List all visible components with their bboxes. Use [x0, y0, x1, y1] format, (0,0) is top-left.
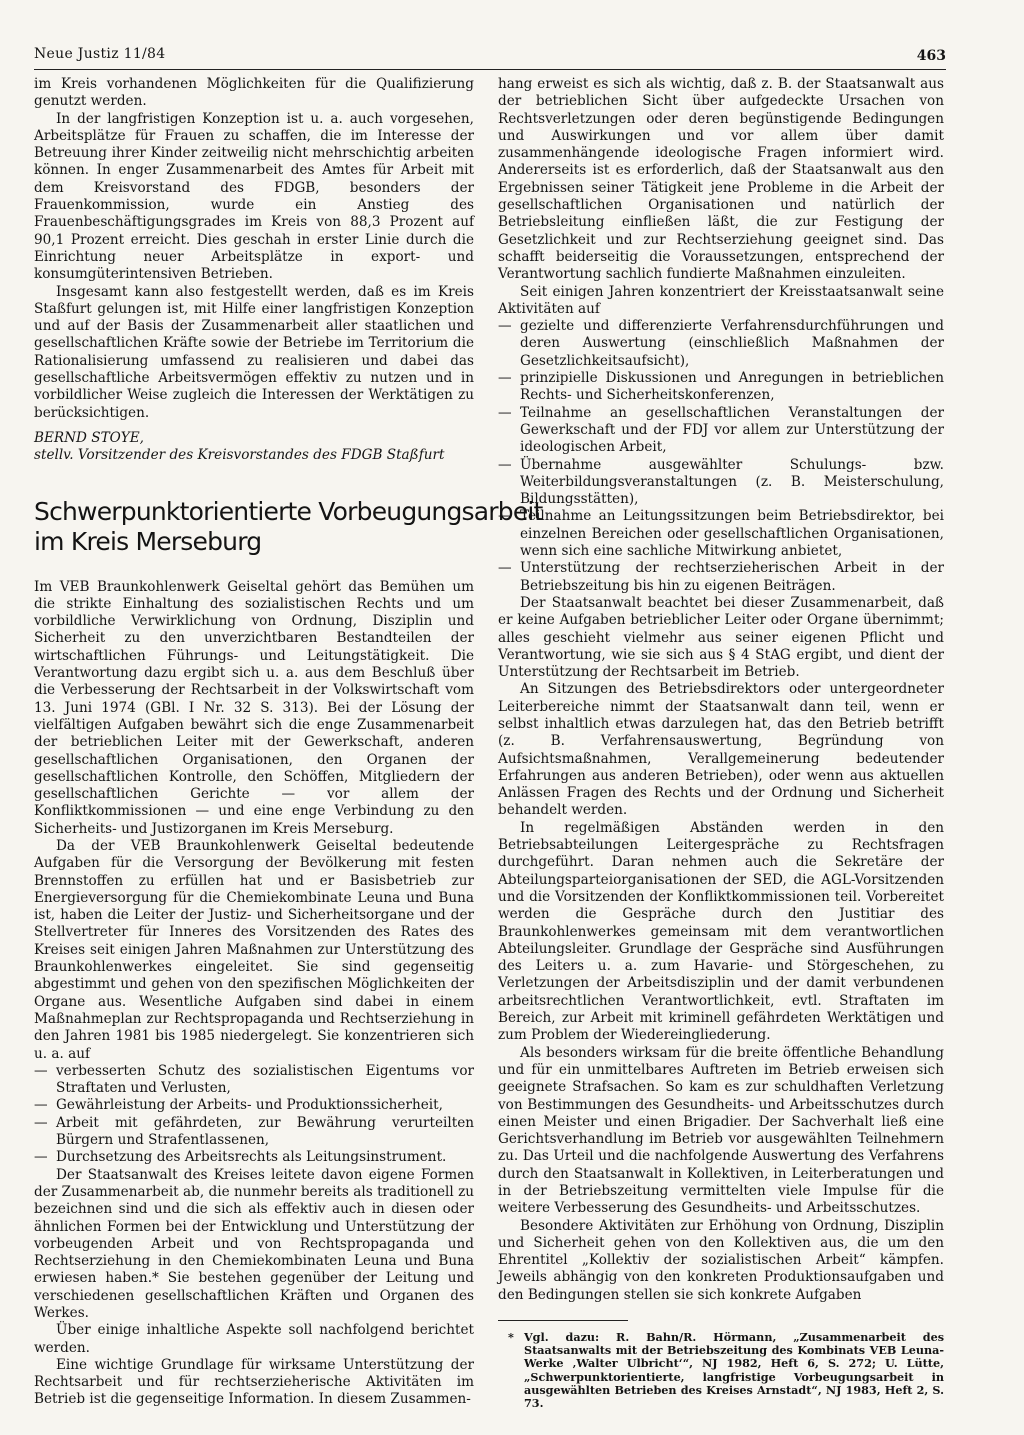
footnote-text: Vgl. dazu: R. Bahn/R. Hörmann, „Zusammenarbeit des Staatsanwalts mit der Betriebszeitung des Kombinats VEB Leuna-Werke ‚Walter Ulbricht‘“, NJ 1982, Heft 6, S. 272; U. Lütte, „Schwerpunktorientierte, langfristige Vorbeugungsarbeit in ausgewählten Betrieben des Kreises Arnstadt“, NJ 1983, Heft 2, S. 73.: [524, 1330, 944, 1411]
measures-list: [34, 1063, 474, 1167]
list-item: — Teilnahme an gesellschaftlichen Veranstaltungen der Gewerkschaft und der FDJ vor allem zur Unterstützung der ideologischen Arbeit,: [498, 405, 944, 457]
paragraph: im Kreis vorhandenen Möglichkeiten für die Qualifizierung genutzt werden.: [34, 76, 474, 110]
list-item: — Teilnahme an Leitungssitzungen beim Betriebsdirektor, bei einzelnen Bereichen oder gesellschaftlichen Organisationen, wenn sich eine sachliche Mitwirkung anbietet,: [498, 508, 944, 560]
author-name: BERND STOYE,: [34, 429, 145, 446]
article-title: [34, 496, 543, 557]
paragraph: Als besonders wirksam für die breite öffentliche Behandlung und für ein unmittelbares Auftreten im Betrieb erweisen sich geeignete Strafsachen. So kam es zur schuldhaften Verletzung von Bestimmungen des Gesundheits- und Arbeitsschutzes durch einen Meister und einen Brigadier. Der Sachverhalt ließ eine Gerichtsverhandlung im Betrieb vor ausgewählten Teilnehmern zu. Das Urteil und die nachfolgende Auswertung des Verfahrens durch den Staatsanwalt in Kollektiven, in Leiterberatungen und in der Betriebszeitung vermittelten viele Impulse für die weitere Verbesserung des Gesundheits- und Arbeitsschutzes.: [498, 1044, 944, 1217]
page-number: 463: [916, 48, 946, 64]
paragraph: Der Staatsanwalt des Kreises leitete davon eigene Formen der Zusammenarbeit ab, die nunmehr bereits als traditionell zu bezeichnen sind und die sich als effektiv auch in diesen oder ähnlichen Formen bei der Entwicklung und Unterstützung der vorbeugenden Arbeit und von Rechtspropaganda und Rechtserziehung in den Chemiekombinaten Leuna und Buna erwiesen haben.* Sie bestehen gegenüber der Leitung und verschiedenen gesellschaftlichen Kräften und Organen des Werkes.: [34, 1166, 474, 1321]
article-title-line: Schwerpunktorientierte Vorbeugungsarbeit: [34, 496, 543, 526]
paragraph: Da der VEB Braunkohlenwerk Geiseltal bedeutende Aufgaben für die Versorgung der Bevölkerung mit festen Brennstoffen zu erfüllen hat und er Basisbetrieb zur Energieversorgung für die Chemiekombinate Leuna und Buna ist, haben die Leiter der Justiz- und Sicherheitsorgane und der Stellvertreter für Inneres des Vorsitzenden des Rates des Kreises seit einigen Jahren Maßnahmen zur Unterstützung des Braunkohlenwerkes eingeleitet. Sie sind gegenseitig abgestimmt und gehen von den spezifischen Möglichkeiten der Organe aus. Wesentliche Aufgaben sind dabei in einem Maßnahmeplan zur Rechtspropaganda und Rechtserziehung in den Jahren 1981 bis 1985 niedergelegt. Sie konzentrieren sich u. a. auf: [34, 837, 474, 1062]
journal-page: [34, 40, 946, 1410]
author-signature: [34, 430, 474, 465]
paragraph: Der Staatsanwalt beachtet bei dieser Zusammenarbeit, daß er keine Aufgaben betrieblicher Leiter oder Organe übernimmt; alles geschieht vielmehr aus seiner eigenen Pflicht und Verantwortung, wie sie sich aus § 4 StAG ergibt, und dient der Unterstützung der Rechtsarbeit im Betrieb.: [498, 594, 944, 681]
list-item: — Arbeit mit gefährdeten, zur Bewährung verurteilten Bürgern und Strafentlassenen,: [34, 1115, 474, 1150]
activities-list: [498, 318, 944, 595]
list-item: — Übernahme ausgewählter Schulungs- bzw. Weiterbildungsveranstaltungen (z. B. Meisterschulung, Bildungsstätten),: [498, 457, 944, 509]
paragraph: hang erweist es sich als wichtig, daß z. B. der Staatsanwalt aus der betrieblichen Sicht über aufgedeckte Ursachen von Rechtsverletzungen oder deren begünstigende Bedingungen und Auswirkungen und vor allem über damit zusammenhängende ideologische Fragen informiert wird. Andererseits ist es erforderlich, daß der Staatsanwalt aus den Ergebnissen seiner Tätigkeit jene Probleme in die Arbeit der gesellschaftlichen Organisationen und natürlich der Betriebsleitung einfließen läßt, die zur Festigung der Gesetzlichkeit und zur Rechtserziehung geeignet sind. Das schafft beiderseitig die Voraussetzungen, entsprechend der Verantwortung sachlich fundierte Maßnahmen einzuleiten.: [498, 76, 944, 283]
page-header: [34, 40, 946, 68]
header-rule: [34, 69, 946, 70]
left-column: [34, 76, 543, 1409]
paragraph: Über einige inhaltliche Aspekte soll nachfolgend berichtet werden.: [34, 1322, 474, 1356]
author-role: stellv. Vorsitzender des Kreisvorstandes des FDGB Staßfurt: [34, 447, 445, 464]
list-item: — gezielte und differenzierte Verfahrensdurchführungen und deren Auswertung (einschließlich Maßnahmen der Gesetzlichkeitsaufsicht),: [498, 318, 944, 370]
paragraph: Seit einigen Jahren konzentriert der Kreisstaatsanwalt seine Aktivitäten auf: [498, 283, 944, 317]
paragraph: Besondere Aktivitäten zur Erhöhung von Ordnung, Disziplin und Sicherheit gehen von den Kollektiven aus, die um den Ehrentitel „Kollektiv der sozialistischen Arbeit“ kämpfen. Jeweils abhängig von den konkreten Produktionsaufgaben und den Bedingungen stellen sie sich konkrete Aufgaben: [498, 1217, 944, 1303]
paragraph: Eine wichtige Grundlage für wirksame Unterstützung der Rechtsarbeit und für rechtserzieherische Aktivitäten im Betrieb ist die gegenseitige Information. In diesem Zusammen-: [34, 1356, 474, 1408]
list-item: — prinzipielle Diskussionen und Anregungen in betrieblichen Rechts- und Sicherheitskonferenzen,: [498, 370, 944, 405]
list-item: — Unterstützung der rechtserzieherischen Arbeit in der Betriebszeitung bis hin zu eigenen Beiträgen.: [498, 560, 944, 595]
list-item: — verbesserten Schutz des sozialistischen Eigentums vor Straftaten und Verlusten,: [34, 1063, 474, 1098]
paragraph: In der langfristigen Konzeption ist u. a. auch vorgesehen, Arbeitsplätze für Frauen zu schaffen, die im Interesse der Betreuung ihrer Kinder zeitweilig nicht mehrschichtig arbeiten können. In enger Zusammenarbeit des Amtes für Arbeit mit dem Kreisvorstand des FDGB, besonders der Frauenkommission, wurde ein Anstieg des Frauenbeschäftigungsgrades im Kreis von 88,3 Prozent auf 90,1 Prozent erreicht. Dies geschah in erster Linie durch die Einrichtung neuer Arbeitsplätze in export- und konsumgüterintensiven Betrieben.: [34, 110, 474, 283]
footnote-rule: [498, 1320, 628, 1321]
journal-title: Neue Justiz 11/84: [34, 46, 166, 62]
list-item: — Durchsetzung des Arbeitsrechts als Leitungsinstrument.: [34, 1149, 474, 1166]
right-column: [498, 76, 944, 1410]
paragraph: Im VEB Braunkohlenwerk Geiseltal gehört das Bemühen um die strikte Einhaltung des sozialistischen Rechts und um vorbildliche Verwirklichung von Ordnung, Disziplin und Sicherheit zu den unverzichtbaren Bestandteilen der wirtschaftlichen Führungs- und Leitungstätigkeit. Die Verantwortung dazu ergibt sich u. a. aus dem Beschluß über die Verbesserung der Rechtsarbeit in der Volkswirtschaft vom 13. Juni 1974 (GBl. I Nr. 32 S. 313). Bei der Lösung der vielfältigen Aufgaben bewährt sich die enge Zusammenarbeit der betrieblichen Leiter mit der Gewerkschaft, anderen gesellschaftlichen Organisationen, den Organen der gesellschaftlichen Kontrolle, den Schöffen, Mitgliedern der gesellschaftlichen Gerichte — vor allem der Konfliktkommissionen — und eine enge Verbindung zu den Sicherheits- und Justizorganen im Kreis Merseburg.: [34, 578, 474, 837]
paragraph: In regelmäßigen Abständen werden in den Betriebsabteilungen Leitergespräche zu Rechtsfragen durchgeführt. Daran nehmen auch die Sekretäre der Abteilungsparteiorganisationen der SED, die AGL-Vorsitzenden und die Vorsitzenden der Konfliktkommissionen teil. Vorbereitet werden die Gespräche durch den Justitiar des Braunkohlenwerkes gemeinsam mit dem verantwortlichen Abteilungsleiter. Grundlage der Gespräche sind Ausführungen des Leiters u. a. zum Havarie- und Störgeschehen, zu Verletzungen der Arbeitsdisziplin und der damit verbundenen arbeitsrechtlichen Verantwortlichkeit, evtl. Straftaten im Bereich, zur Arbeit mit kriminell gefährdeten Werktätigen und zum Problem der Wiedereingliederung.: [498, 819, 944, 1044]
paragraph: Insgesamt kann also festgestellt werden, daß es im Kreis Staßfurt gelungen ist, mit Hilfe einer langfristigen Konzeption und auf der Basis der Zusammenarbeit aller staatlichen und gesellschaftlichen Kräfte sowie der Betriebe im Territorium die Rationalisierung umfassend zu realisieren und dabei das gesellschaftliche Arbeitsvermögen effektiv zu nutzen und in vorbildlicher Weise zugleich die Interessen der Werktätigen zu berücksichtigen.: [34, 283, 474, 421]
footnote-marker: *: [508, 1330, 514, 1345]
paragraph: An Sitzungen des Betriebsdirektors oder untergeordneter Leiterbereiche nimmt der Staatsanwalt dann teil, wenn er selbst inhaltlich etwas darzulegen hat, das den Betrieb betrifft (z. B. Verfahrensauswertung, Begründung von Aufsichtsmaßnahmen, Verallgemeinerung bedeutender Erfahrungen aus anderen Betrieben), oder wenn aus aktuellen Anlässen Fragen des Rechts und der Ordnung und Sicherheit behandelt werden.: [498, 681, 944, 819]
footnote: [498, 1331, 944, 1410]
article-title-line: im Kreis Merseburg: [34, 526, 262, 556]
list-item: — Gewährleistung der Arbeits- und Produktionssicherheit,: [34, 1097, 474, 1114]
